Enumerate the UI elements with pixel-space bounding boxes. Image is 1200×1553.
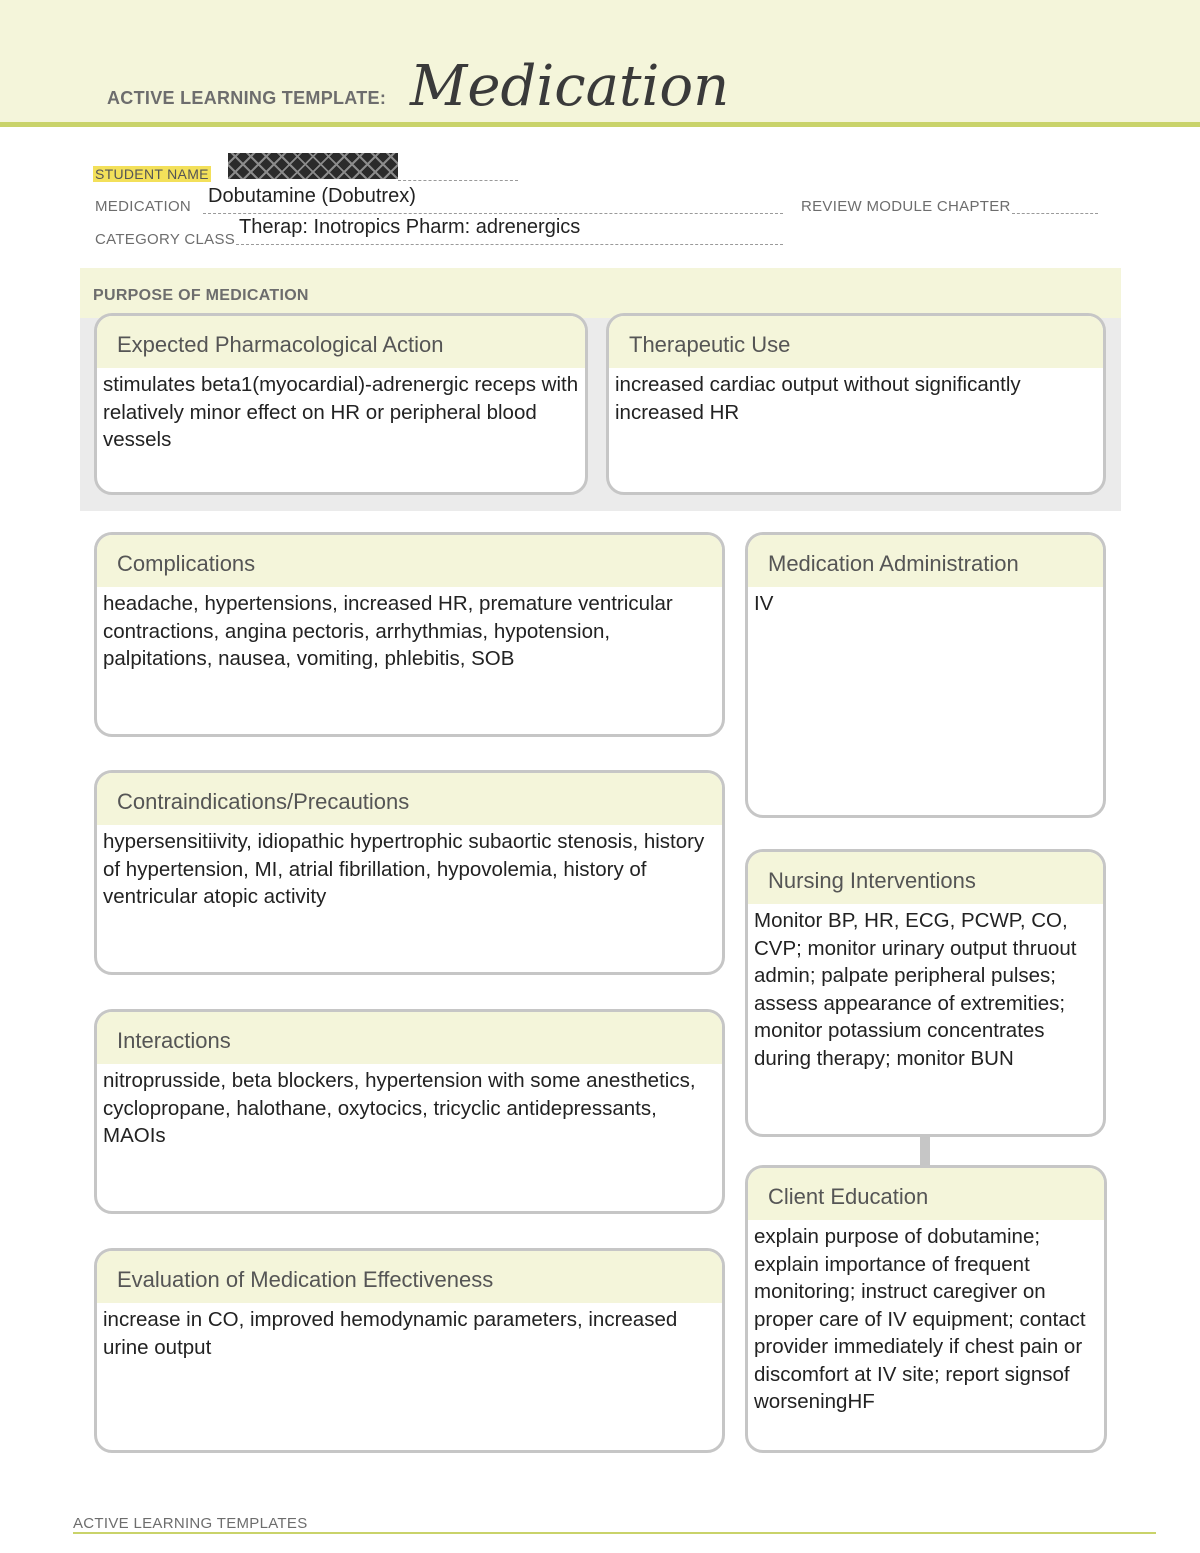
evaluation-heading: Evaluation of Medication Effectiveness bbox=[97, 1251, 722, 1303]
student-name-label: STUDENT NAME bbox=[95, 166, 209, 182]
header-divider bbox=[0, 122, 1200, 127]
interactions-text[interactable]: nitroprusside, beta blockers, hypertension with some anesthetics, cyclopropane, halothane, oxytocics, tricyclic antidepressants, MAOIs bbox=[103, 1069, 696, 1147]
complications-heading: Complications bbox=[97, 535, 722, 587]
redacted-student-name bbox=[228, 153, 398, 179]
review-module-label: REVIEW MODULE CHAPTER bbox=[801, 198, 1011, 215]
student-name-underline bbox=[398, 180, 518, 181]
client-education-heading: Client Education bbox=[748, 1168, 1104, 1220]
category-class-value[interactable]: Therap: Inotropics Pharm: adrenergics bbox=[239, 216, 581, 238]
box-connector bbox=[920, 1135, 930, 1168]
complications-text[interactable]: headache, hypertensions, increased HR, premature ventricular contractions, angina pectoris, arrhythmias, hypotension, palpitations, nausea, vomiting, phlebitis, SOB bbox=[103, 592, 673, 670]
template-title: Medication bbox=[410, 54, 730, 119]
client-education-text[interactable]: explain purpose of dobutamine; explain importance of frequent monitoring; instruct caregiver on proper care of IV equipment; contact provider immediately if chest pain or discomfort at IV site; report signsof worseningHF bbox=[754, 1225, 1086, 1413]
medication-administration-text[interactable]: IV bbox=[754, 592, 774, 615]
therapeutic-use-heading: Therapeutic Use bbox=[609, 316, 1103, 368]
therapeutic-use-box bbox=[606, 313, 1106, 495]
medication-value[interactable]: Dobutamine (Dobutrex) bbox=[208, 185, 416, 207]
interactions-heading: Interactions bbox=[97, 1012, 722, 1064]
evaluation-box bbox=[94, 1248, 725, 1453]
contraindications-heading: Contraindications/Precautions bbox=[97, 773, 722, 825]
expected-action-text[interactable]: stimulates beta1(myocardial)-adrenergic receps with relatively minor effect on HR or peripheral blood vessels bbox=[103, 373, 579, 451]
nursing-interventions-text[interactable]: Monitor BP, HR, ECG, PCWP, CO, CVP; monitor urinary output thruout admin; palpate peripheral pulses; assess appearance of extremities; monitor potassium concentrates during therapy; monitor BUN bbox=[754, 909, 1077, 1070]
footer-label: ACTIVE LEARNING TEMPLATES bbox=[73, 1515, 308, 1532]
evaluation-text[interactable]: increase in CO, improved hemodynamic parameters, increased urine output bbox=[103, 1308, 678, 1359]
client-education-box bbox=[745, 1165, 1107, 1453]
interactions-box bbox=[94, 1009, 725, 1214]
nursing-interventions-box bbox=[745, 849, 1106, 1137]
expected-action-box bbox=[94, 313, 588, 495]
nursing-interventions-heading: Nursing Interventions bbox=[748, 852, 1103, 904]
category-class-label: CATEGORY CLASS bbox=[95, 231, 236, 248]
medication-underline bbox=[203, 213, 783, 214]
contraindications-box bbox=[94, 770, 725, 975]
medication-administration-heading: Medication Administration bbox=[748, 535, 1103, 587]
footer-divider bbox=[73, 1532, 1156, 1534]
contraindications-text[interactable]: hypersensitiivity, idiopathic hypertrophic subaortic stenosis, history of hypertension, MI, atrial fibrillation, hypovolemia, history of ventricular atopic activity bbox=[103, 830, 705, 908]
medication-label: MEDICATION bbox=[95, 198, 192, 215]
purpose-title: PURPOSE OF MEDICATION bbox=[93, 287, 309, 304]
review-module-underline[interactable] bbox=[1012, 213, 1098, 214]
category-class-underline bbox=[236, 244, 783, 245]
expected-action-heading: Expected Pharmacological Action bbox=[97, 316, 585, 368]
medication-administration-box bbox=[745, 532, 1106, 818]
template-label: ACTIVE LEARNING TEMPLATE: bbox=[107, 88, 387, 108]
therapeutic-use-text[interactable]: increased cardiac output without significantly increased HR bbox=[615, 373, 1021, 424]
complications-box bbox=[94, 532, 725, 737]
